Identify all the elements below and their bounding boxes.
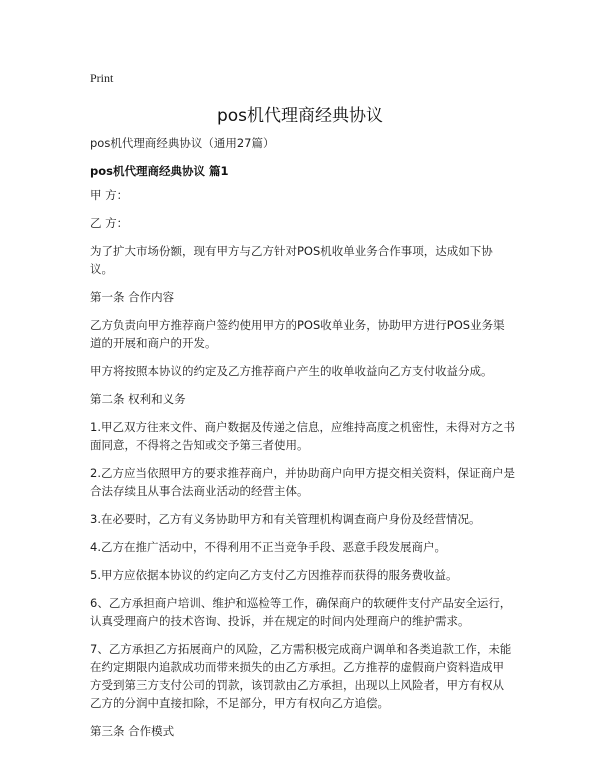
body-paragraph: 甲方将按照本协议的约定及乙方推荐商户产生的收单收益向乙方支付收益分成。 [90, 364, 493, 378]
preamble-paragraph: 为了扩大市场份额，现有甲方与乙方针对POS机收单业务合作事项，达成如下协议。 [90, 244, 493, 276]
party-a-line: 甲 方： [90, 188, 129, 202]
document-subtitle: pos机代理商经典协议（通用27篇） [90, 136, 275, 150]
clause-paragraph: 6、乙方承担商户培训、维护和巡检等工作，确保商户的软硬件支付产品安全运行，认真受理商户的技术咨询、投诉，并在规定的时间内处理商户的维护需求。 [90, 596, 512, 628]
document-body [90, 186, 515, 750]
clause-paragraph: 7、乙方承担乙方拓展商户的风险，乙方需积极完成商户调单和各类追款工作，未能在约定期限内追款成功而带来损失的由乙方承担。乙方推荐的虚假商户资料造成甲方受到第三方支付公司的罚款，该罚款由乙方承担，出现以上风险者，甲方有权从乙方的分润中直接扣除，不足部分，甲方有权向乙方追偿。 [90, 642, 512, 710]
party-b-line: 乙 方： [90, 216, 129, 230]
print-label: Print [90, 71, 114, 85]
clause-paragraph: 1.甲乙双方往来文件、商户数据及传递之信息，应维持高度之机密性，未得对方之书面同意，不得将之告知或交予第三者使用。 [90, 420, 515, 452]
body-paragraph: 乙方负责向甲方推荐商户签约使用甲方的POS收单业务，协助甲方进行POS业务渠道的开展和商户的开发。 [90, 318, 505, 350]
clause-paragraph: 4.乙方在推广活动中，不得利用不正当竞争手段、恶意手段发展商户。 [90, 540, 446, 554]
clause-paragraph: 3.在必要时，乙方有义务协助甲方和有关管理机构调查商户身份及经营情况。 [90, 512, 481, 526]
article-heading: 第二条 权利和义务 [90, 392, 186, 406]
clause-paragraph: 2.乙方应当依照甲方的要求推荐商户，并协助商户向甲方提交相关资料，保证商户是合法存续且从事合法商业活动的经营主体。 [90, 466, 515, 498]
document-title: pos机代理商经典协议 [216, 106, 384, 126]
clause-paragraph: 5.甲方应依据本协议的约定向乙方支付乙方因推荐而获得的服务费收益。 [90, 568, 458, 582]
article-heading: 第一条 合作内容 [90, 290, 175, 304]
section-title: pos机代理商经典协议 篇1 [90, 164, 229, 178]
article-heading: 第三条 合作模式 [90, 724, 175, 738]
